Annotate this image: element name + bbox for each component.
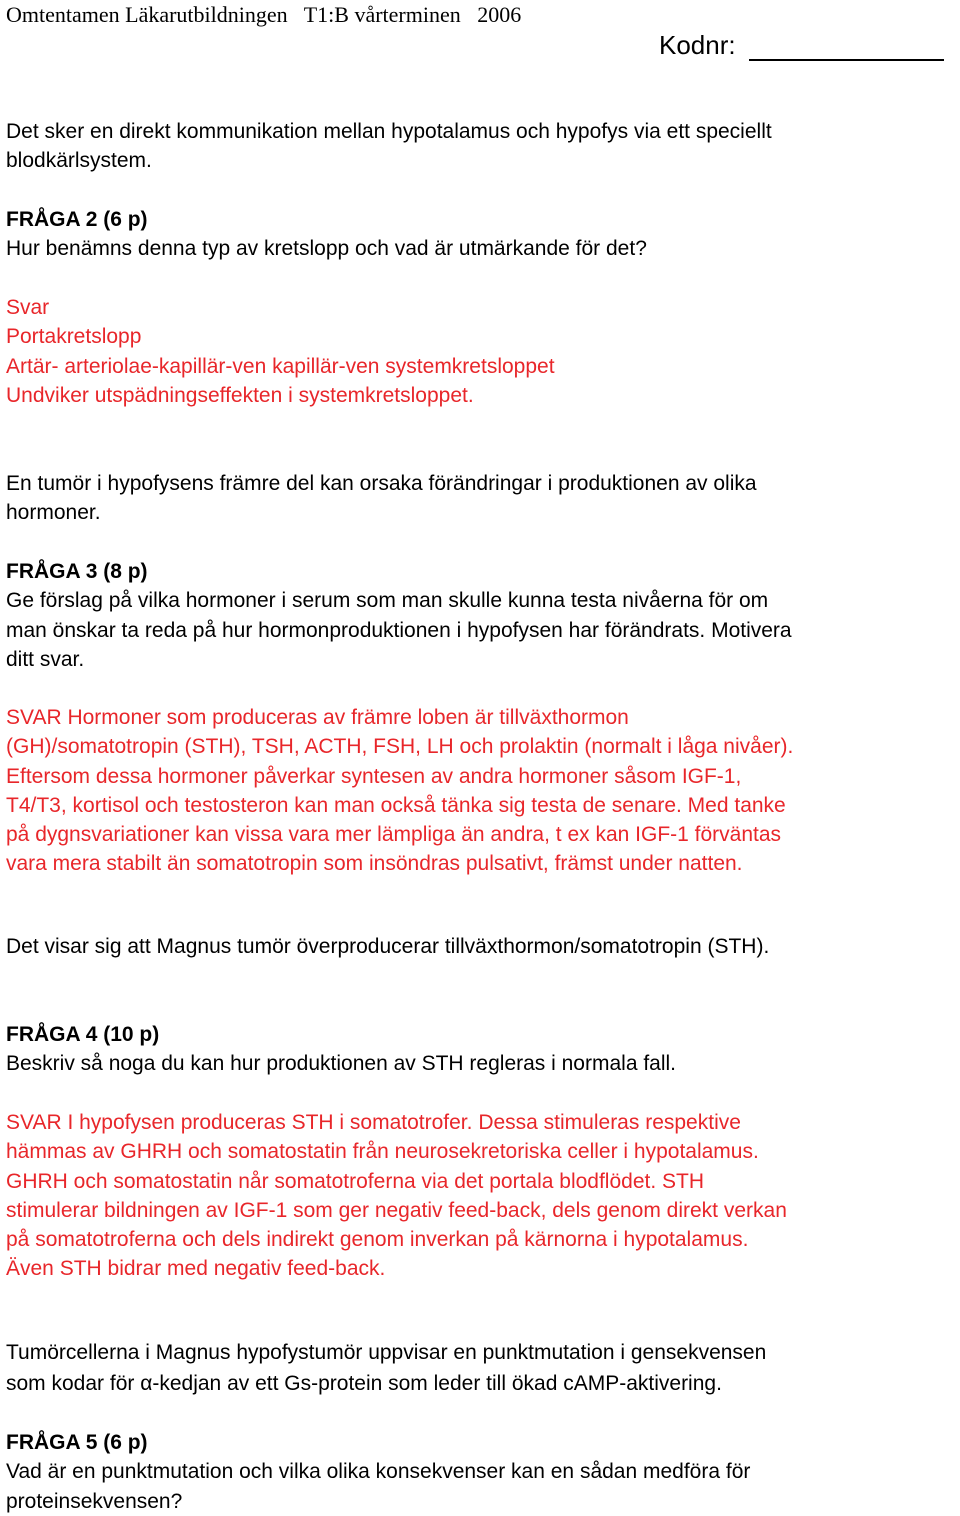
context-sth bbox=[6, 932, 956, 961]
answer-4-line: GHRH och somatostatin når somatotroferna via det portala blodflödet. STH bbox=[6, 1169, 705, 1193]
context-mutation bbox=[6, 1337, 956, 1399]
question-3-line: ditt svar. bbox=[6, 647, 85, 671]
answer-4-line: hämmas av GHRH och somatostatin från neurosekretoriska celler i hypotalamus. bbox=[6, 1140, 759, 1164]
answer-4-line: stimulerar bildningen av IGF-1 som ger negativ feed-back, dels genom direkt verkan bbox=[6, 1198, 787, 1222]
question-2-text: Hur benämns denna typ av kretslopp och vad är utmärkande för det? bbox=[6, 237, 647, 261]
answer-2-line: Undviker utspädningseffekten i systemkretsloppet. bbox=[6, 383, 474, 407]
answer-3-line: T4/T3, kortisol och testosteron kan man också tänka sig testa de senare. Med tanke bbox=[6, 793, 786, 817]
context-line: En tumör i hypofysens främre del kan orsaka förändringar i produktionen av olika bbox=[6, 472, 757, 495]
context-line: Tumörcellerna i Magnus hypofystumör uppvisar en punktmutation i gensekvensen bbox=[6, 1341, 767, 1364]
kodnr-label: Kodnr: bbox=[659, 30, 736, 60]
intro-text bbox=[6, 117, 956, 176]
intro-line: Det sker en direkt kommunikation mellan hypotalamus och hypofys via ett speciellt bbox=[6, 120, 772, 143]
question-5 bbox=[6, 1428, 956, 1516]
header-title: Omtentamen Läkarutbildningen T1:B vårterminen 2006 bbox=[6, 2, 522, 27]
answer-3-line: SVAR Hormoner som produceras av främre loben är tillväxthormon bbox=[6, 706, 629, 729]
answer-3-line: vara mera stabilt än somatotropin som insöndras pulsativt, främst under natten. bbox=[6, 852, 743, 876]
question-3-line: Ge förslag på vilka hormoner i serum som man skulle kunna testa nivåerna för om bbox=[6, 589, 769, 613]
answer-4 bbox=[6, 1108, 956, 1284]
question-2 bbox=[6, 205, 956, 264]
question-5-line: Vad är en punktmutation och vilka olika konsekvenser kan en sådan medföra för bbox=[6, 1460, 751, 1484]
intro-line: blodkärlsystem. bbox=[6, 149, 152, 173]
context-line: Det visar sig att Magnus tumör överproducerar tillväxthormon/somatotropin (STH). bbox=[6, 935, 770, 958]
answer-2 bbox=[6, 293, 956, 410]
answer-4-line: på somatotroferna och dels indirekt genom inverkan på kärnorna i hypotalamus. bbox=[6, 1228, 749, 1252]
question-5-line: proteinsekvensen? bbox=[6, 1489, 183, 1513]
answer-2-line: Artär- arteriolae-kapillär-ven kapillär-ven systemkretsloppet bbox=[6, 354, 555, 378]
context-tumor bbox=[6, 469, 956, 528]
answer-4-line: SVAR I hypofysen produceras STH i somatotrofer. Dessa stimuleras respektive bbox=[6, 1111, 741, 1134]
question-5-heading: FRÅGA 5 (6 p) bbox=[6, 1431, 148, 1454]
question-4 bbox=[6, 1020, 956, 1079]
kodnr-underline bbox=[749, 59, 944, 61]
question-3-line: man önskar ta reda på hur hormonproduktionen i hypofysen har förändrats. Motivera bbox=[6, 618, 792, 642]
answer-3-line: på dygnsvariationer kan vissa vara mer lämpliga än andra, t ex kan IGF-1 förväntas bbox=[6, 823, 782, 847]
question-3 bbox=[6, 557, 956, 674]
answer-4-line: Även STH bidrar med negativ feed-back. bbox=[6, 1257, 386, 1281]
answer-3-line: (GH)/somatotropin (STH), TSH, ACTH, FSH, LH och prolaktin (normalt i låga nivåer). bbox=[6, 735, 794, 759]
context-line: hormoner. bbox=[6, 501, 101, 525]
context-line: som kodar för α-kedjan av ett Gs-protein som leder till ökad cAMP-aktivering. bbox=[6, 1372, 722, 1395]
question-2-heading: FRÅGA 2 (6 p) bbox=[6, 208, 148, 231]
question-4-heading: FRÅGA 4 (10 p) bbox=[6, 1023, 160, 1046]
answer-2-line: Svar bbox=[6, 296, 50, 319]
question-3-heading: FRÅGA 3 (8 p) bbox=[6, 560, 148, 583]
answer-2-line: Portakretslopp bbox=[6, 325, 142, 349]
question-4-text: Beskriv så noga du kan hur produktionen av STH regleras i normala fall. bbox=[6, 1052, 677, 1076]
answer-3-line: Eftersom dessa hormoner påverkar syntesen av andra hormoner såsom IGF-1, bbox=[6, 764, 742, 788]
answer-3 bbox=[6, 703, 956, 879]
